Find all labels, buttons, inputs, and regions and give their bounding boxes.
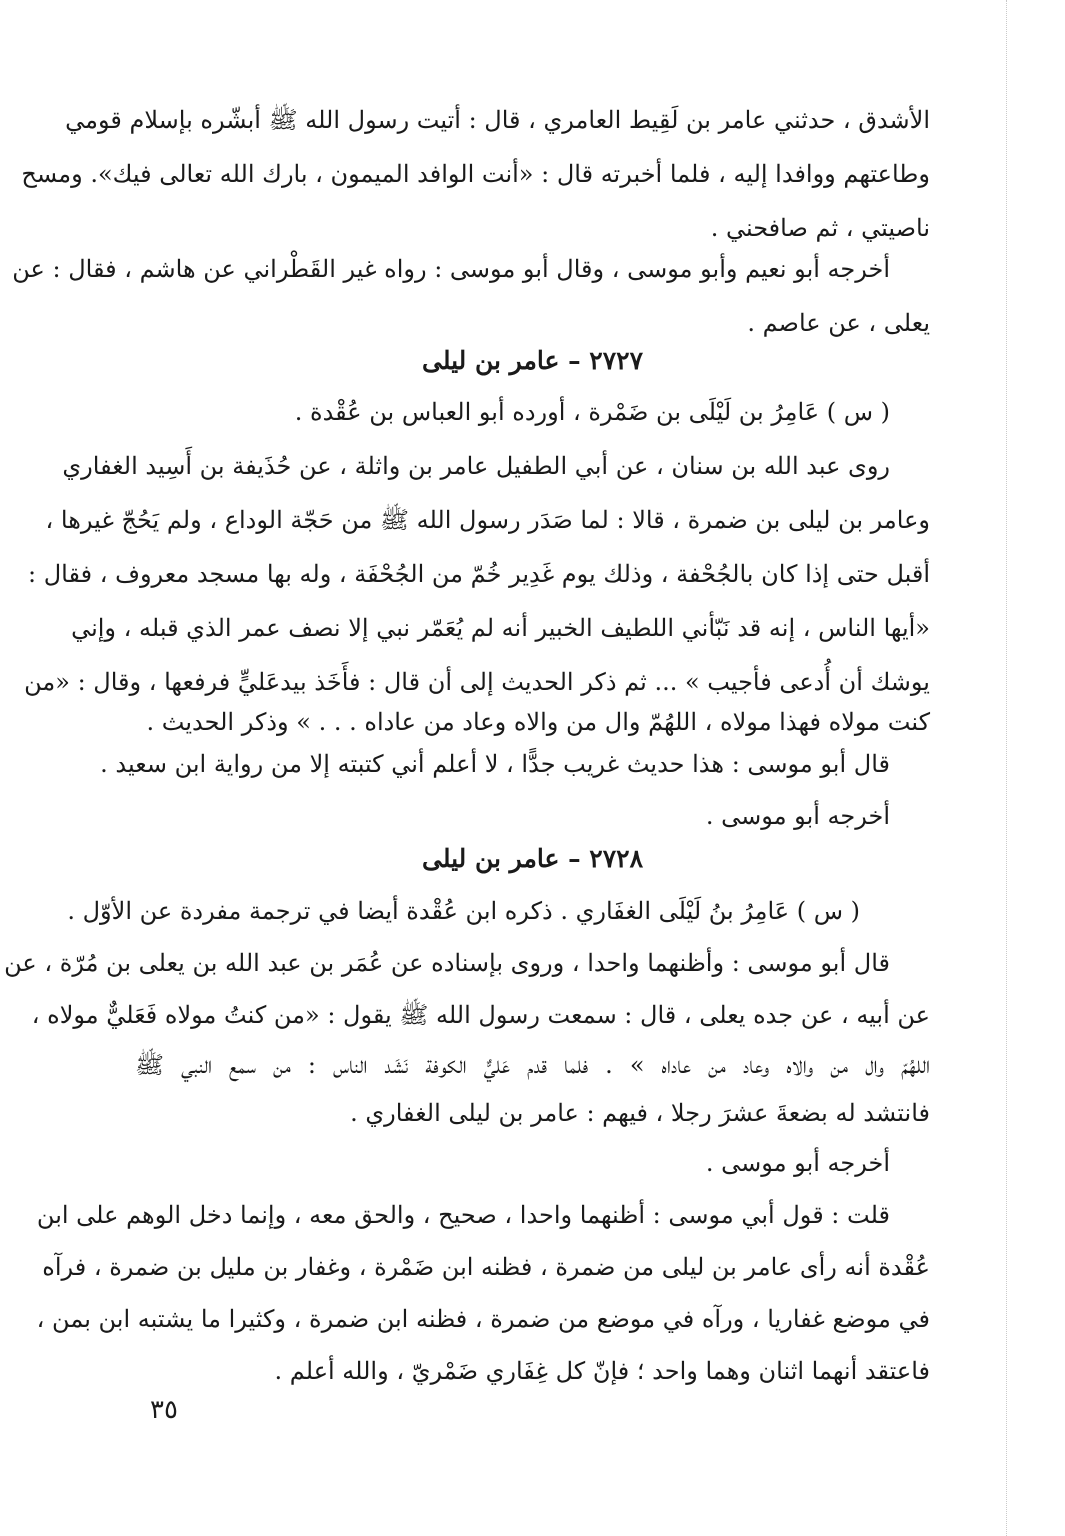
text-line: قلت : قول أبي موسى : أظنهما واحدا ، صحيح ، والحق معه ، وإنما دخل الوهم على ابن — [36, 1201, 890, 1229]
page-edge-line — [1006, 0, 1007, 1536]
text-line: كنت مولاه فهذا مولاه ، اللهُمّ وال من والاه وعاد من عاداه . . . » وذكر الحديث . — [146, 708, 930, 736]
text-line: ( س ) عَامِرُ بن لَيْلَى بن ضَمْرة ، أورده أبو العباس بن عُقْدة . — [294, 398, 890, 426]
text-line: أخرجه أبو موسى . — [705, 1149, 890, 1177]
page-number: ٣٥ — [150, 1395, 178, 1425]
text-line: وطاعتهم ووافدا إليه ، فلما أخبرته قال : «أنت الوافد الميمون ، بارك الله تعالى فيك». ومسح — [21, 160, 930, 188]
text-line: يعلى ، عن عاصم . — [747, 309, 930, 337]
text-line: «أيها الناس ، إنه قد نَبّأني اللطيف الخبير أنه لم يُعَمّر نبي إلا نصف عمر الذي قبله ، وإني — [71, 614, 930, 642]
text-line: اللهُمّ وال من والاه وعاد من عاداه » . فلما قدم عَليٌّ الكوفة نَشَد الناس : من سمع النبي ﷺ — [135, 1051, 930, 1079]
text-line: ( س ) عَامِرُ بنُ لَيْلَى الغفَاري . ذكره ابن عُقْدة أيضا في ترجمة مفردة عن الأوّل . — [67, 897, 860, 925]
text-line: الأشدق ، حدثني عامر بن لَقِيط العامري ، قال : أتيت رسول الله ﷺ أبشّره بإسلام قومي — [65, 106, 930, 134]
text-line: قال أبو موسى : وأظنهما واحدا ، وروى بإسناده عن عُمَر بن عبد الله بن يعلى بن مُرّة ، عن — [4, 949, 890, 977]
text-line: أقبل حتى إذا كان بالجُحْفة ، وذلك يوم غَدِير خُمّ من الجُحْفَة ، وله بها مسجد معروف ، فقال : — [27, 560, 930, 588]
text-line: روى عبد الله بن سنان ، عن أبي الطفيل عامر بن واثلة ، عن حُذَيفة بن أَسِيد الغفاري — [62, 452, 890, 480]
text-line: فانتشد له بضعةَ عشرَ رجلا ، فيهم : عامر بن ليلى الغفاري . — [350, 1099, 930, 1127]
text-line: عن أبيه ، عن جده يعلى ، قال : سمعت رسول الله ﷺ يقول : «من كنتُ مولاه فَعَليٌّ مولاه ، — [31, 1001, 930, 1029]
text-line: يوشك أن أُدعى فأجيب » ... ثم ذكر الحديث إلى أن قال : فأَخَذ بيدعَليٍّ فرفعها ، وقال : «من — [24, 668, 930, 696]
text-line: عُقْدة أنه رأى عامر بن ليلى من ضمرة ، فظنه ابن ضَمْرة ، وغفار بن مليل بن ضمرة ، فرآه — [42, 1253, 930, 1281]
text-line: فاعتقد أنهما اثنان وهما واحد ؛ فإنّ كل غِفَاري ضَمْريّ ، والله أعلم . — [274, 1357, 930, 1385]
text-line: وعامر بن ليلى بن ضمرة ، قالا : لما صَدَر رسول الله ﷺ من حَجّة الوداع ، ولم يَحُجّ غيرها ، — [45, 506, 930, 534]
entry-heading: ٢٧٢٧ – عامر بن ليلى — [421, 346, 644, 375]
text-line: أخرجه أبو نعيم وأبو موسى ، وقال أبو موسى : رواه غير القَطْراني عن هاشم ، فقال : عن — [12, 255, 890, 283]
entry-heading: ٢٧٢٨ – عامر بن ليلى — [421, 844, 644, 873]
text-line: قال أبو موسى : هذا حديث غريب جدًّا ، لا أعلم أني كتبته إلا من رواية ابن سعيد . — [100, 750, 890, 778]
text-line: ناصيتي ، ثم صافحني . — [710, 214, 930, 242]
text-line: في موضع غفاريا ، ورآه في موضع من ضمرة ، فظنه ابن ضمرة ، وكثيرا ما يشتبه ابن بمن ، — [36, 1305, 930, 1333]
text-line: أخرجه أبو موسى . — [705, 802, 890, 830]
